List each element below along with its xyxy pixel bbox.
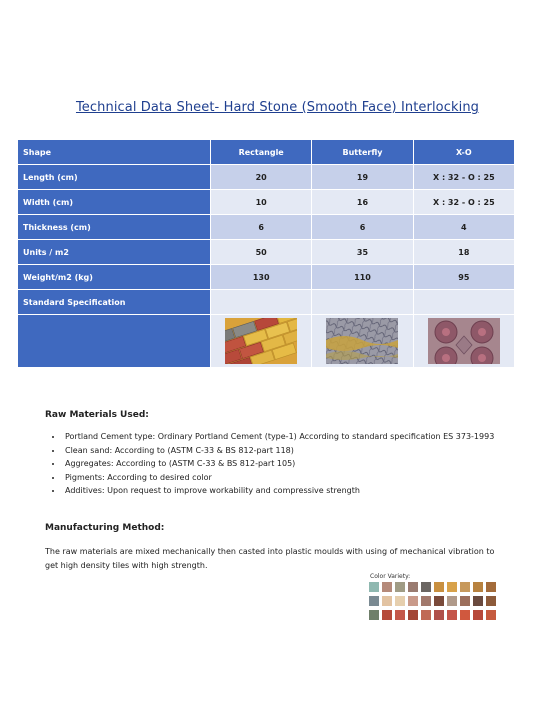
color-swatch [369, 582, 379, 592]
color-swatch [408, 582, 418, 592]
color-swatch [447, 582, 457, 592]
color-swatch [447, 610, 457, 620]
color-swatch [421, 582, 431, 592]
empty-label-cell [18, 315, 211, 368]
color-swatch [421, 596, 431, 606]
cell: 6 [211, 215, 312, 240]
header-cell: Rectangle [211, 140, 312, 165]
manufacturing-text: The raw materials are mixed mechanically then casted into plastic moulds with using of mechanical vibration to get high density tiles with high strength. [45, 547, 495, 570]
x-o-pavers-photo [428, 318, 500, 364]
row-label: Width (cm) [18, 190, 211, 215]
table-header-row [18, 140, 515, 165]
raw-materials-list [45, 430, 513, 498]
cell: 110 [312, 265, 413, 290]
color-swatch [434, 610, 444, 620]
row-label: Thickness (cm) [18, 215, 211, 240]
row-label: Length (cm) [18, 165, 211, 190]
cell: 4 [413, 215, 514, 240]
image-row [18, 315, 515, 368]
cell: 16 [312, 190, 413, 215]
list-item: • Clean sand: According to (ASTM C-33 & BS 812-part 118) [63, 444, 513, 458]
color-swatch [408, 596, 418, 606]
header-cell: Shape [18, 140, 211, 165]
cell: 20 [211, 165, 312, 190]
row-label: Units / m2 [18, 240, 211, 265]
cell: 19 [312, 165, 413, 190]
color-swatch [486, 596, 496, 606]
butterfly-pavers-photo [326, 318, 398, 364]
row-label: Weight/m2 (kg) [18, 265, 211, 290]
color-swatch [369, 596, 379, 606]
table-row [18, 165, 515, 190]
color-swatch [395, 582, 405, 592]
cell [211, 290, 312, 315]
color-swatch [395, 610, 405, 620]
color-swatch [473, 610, 483, 620]
color-swatch [460, 582, 470, 592]
row-label: Standard Specification [18, 290, 211, 315]
color-swatch [460, 596, 470, 606]
table-row [18, 265, 515, 290]
swatch-row [369, 582, 529, 592]
cell: 95 [413, 265, 514, 290]
color-swatch [369, 610, 379, 620]
swatch-row [369, 596, 529, 606]
color-swatch [382, 610, 392, 620]
swatch-row [369, 610, 529, 620]
header-cell: Butterfly [312, 140, 413, 165]
image-cell [211, 315, 312, 368]
image-cell [413, 315, 514, 368]
cell [312, 290, 413, 315]
color-swatch [486, 610, 496, 620]
page-title: Technical Data Sheet- Hard Stone (Smooth Face) Interlocking [75, 100, 480, 115]
manufacturing-heading: Manufacturing Method: [45, 523, 165, 533]
cell: 18 [413, 240, 514, 265]
color-swatch [408, 610, 418, 620]
header-cell: X-O [413, 140, 514, 165]
cell: 35 [312, 240, 413, 265]
color-swatch [395, 596, 405, 606]
color-swatch [460, 610, 470, 620]
color-swatch [382, 582, 392, 592]
color-swatch [486, 582, 496, 592]
cell: 50 [211, 240, 312, 265]
cell: 6 [312, 215, 413, 240]
color-variety-label: Color Variety: [370, 573, 411, 580]
cell: 10 [211, 190, 312, 215]
spec-table [17, 139, 515, 368]
color-swatch [473, 582, 483, 592]
table-row [18, 290, 515, 315]
list-item: • Portland Cement type: Ordinary Portland Cement (type-1) According to standard specification ES 373-1993 [63, 430, 513, 444]
list-item: • Pigments: According to desired color [63, 471, 513, 485]
color-swatch [473, 596, 483, 606]
list-item: • Aggregates: According to (ASTM C-33 & BS 812-part 105) [63, 457, 513, 471]
color-swatch [421, 610, 431, 620]
table-row [18, 240, 515, 265]
color-swatch [434, 596, 444, 606]
rectangle-pavers-photo [225, 318, 297, 364]
raw-materials-heading: Raw Materials Used: [45, 410, 149, 420]
table-row [18, 215, 515, 240]
color-swatch [447, 596, 457, 606]
table-row [18, 190, 515, 215]
cell: X : 32 - O : 25 [413, 190, 514, 215]
color-swatch [434, 582, 444, 592]
color-swatch [382, 596, 392, 606]
cell: 130 [211, 265, 312, 290]
cell: X : 32 - O : 25 [413, 165, 514, 190]
color-swatch-grid [369, 582, 529, 624]
image-cell [312, 315, 413, 368]
cell [413, 290, 514, 315]
list-item: • Additives: Upon request to improve workability and compressive strength [63, 484, 513, 498]
